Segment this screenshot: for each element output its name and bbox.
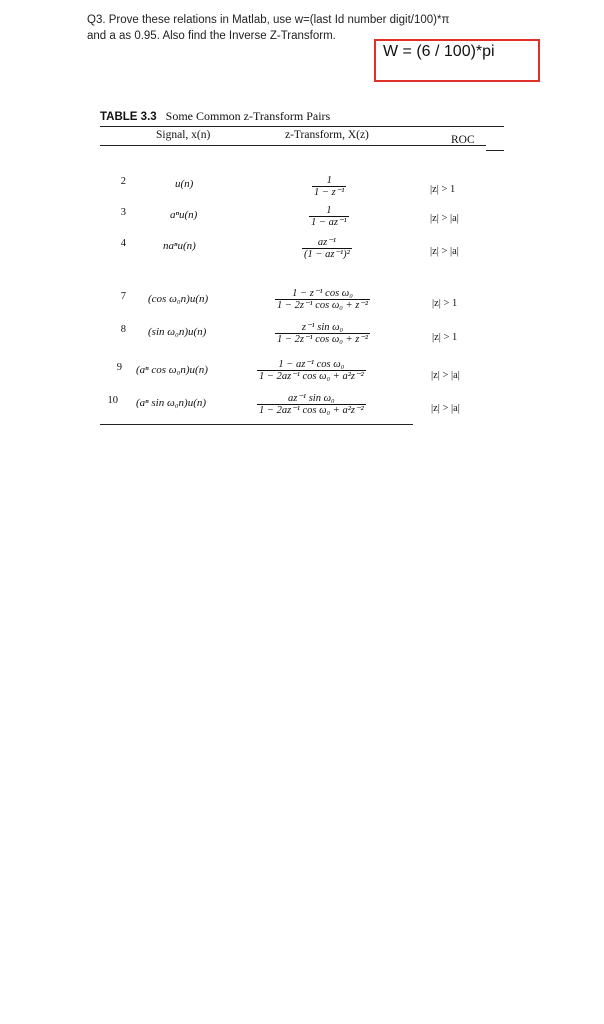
question-line-1: Q3. Prove these relations in Matlab, use w=(last Id number digit/100)*π [87,14,450,26]
answer-text: W = (6 / 100)*pi [383,43,495,60]
table-caption-label: TABLE 3.3 [100,111,157,123]
signal-cell: (sin ω₀n)u(n) [148,326,207,338]
roc-cell: |z| > 1 [430,184,456,195]
transform-cell [275,322,370,345]
signal-cell: aⁿu(n) [170,209,198,221]
transform-denominator: 1 − z⁻¹ [314,187,345,198]
roc-cell: |z| > 1 [432,332,458,343]
transform-denominator: 1 − 2az⁻¹ cos ω₀ + a²z⁻² [259,371,364,382]
transform-denominator: 1 − 2az⁻¹ cos ω₀ + a²z⁻² [259,405,364,416]
transform-cell [257,393,366,416]
roc-cell: |z| > |a| [430,246,459,257]
transform-denominator: 1 − 2z⁻¹ cos ω₀ + z⁻² [277,300,369,311]
transform-denominator: 1 − az⁻¹ [311,217,347,228]
header-roc: ROC [451,134,475,146]
roc-cell: |z| > |a| [430,213,459,224]
header-transform: z-Transform, X(z) [285,129,369,141]
signal-cell: naⁿu(n) [163,240,196,252]
roc-cell: |z| > |a| [431,403,460,414]
row-number: 3 [120,207,126,218]
table-caption [100,109,330,124]
transform-denominator: 1 − 2z⁻¹ cos ω₀ + z⁻² [277,334,369,345]
signal-cell: (cos ω₀n)u(n) [148,293,209,305]
row-number: 9 [116,362,122,373]
row-number: 10 [107,395,118,406]
row-number: 2 [120,176,126,187]
roc-cell: |z| > |a| [431,370,460,381]
transform-denominator: (1 − az⁻¹)² [304,249,350,260]
transform-cell [257,359,366,382]
row-number: 7 [120,291,126,302]
transform-numerator: az⁻¹ sin ω₀ [288,393,335,404]
signal-cell: (aⁿ cos ω₀n)u(n) [136,364,208,376]
signal-cell: u(n) [175,178,194,190]
signal-cell: (aⁿ sin ω₀n)u(n) [136,397,207,409]
row-number: 8 [120,324,126,335]
row-number: 4 [120,238,126,249]
transform-numerator: az⁻¹ [317,237,336,248]
transform-numerator: z⁻¹ sin ω₀ [301,322,344,333]
transform-numerator: 1 − az⁻¹ cos ω₀ [278,359,345,370]
transform-cell [312,175,346,198]
transform-numerator: 1 [326,205,332,216]
transform-cell [309,205,349,228]
answer-box [374,39,540,82]
table-caption-title: Some Common z-Transform Pairs [165,109,331,123]
table-rule-bottom [100,424,413,425]
question-line-2: and a as 0.95. Also find the Inverse Z-Transform. [87,30,336,42]
table-rule-top [100,126,504,127]
table-rule-header [100,145,486,146]
transform-cell [275,288,370,311]
header-signal: Signal, x(n) [156,129,211,141]
transform-numerator: 1 [326,175,332,186]
transform-numerator: 1 − z⁻¹ cos ω₀ [292,288,353,299]
transform-cell [302,237,352,260]
roc-cell: |z| > 1 [432,298,458,309]
table-rule-header-tail [486,150,504,151]
